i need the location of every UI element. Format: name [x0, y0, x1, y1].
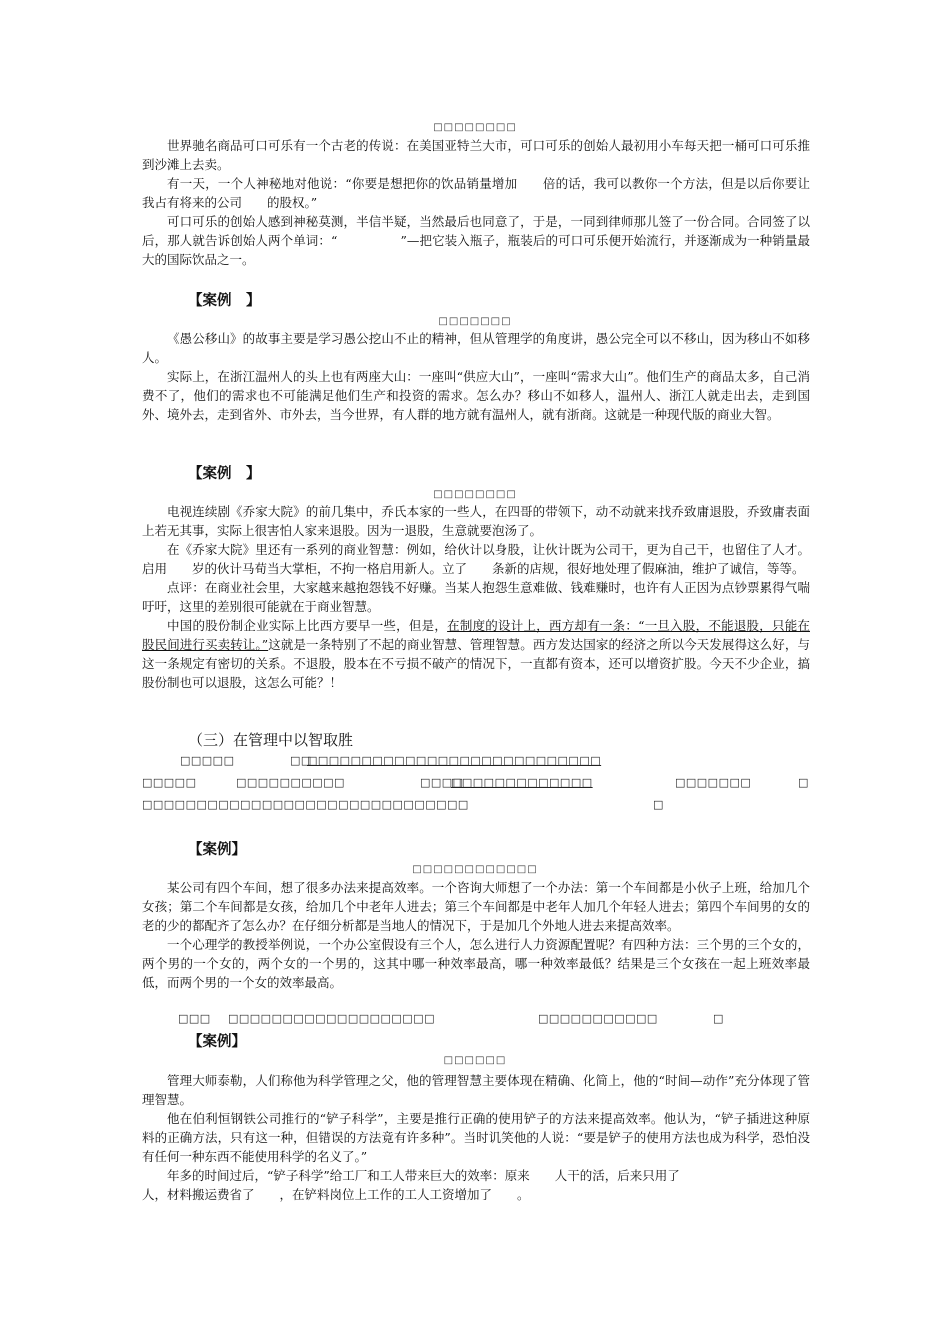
- case4-extra-2: □□□□□□□□□□□□□□□□□□□: [228, 1012, 435, 1025]
- case2-heading: 【案例 】: [188, 293, 261, 309]
- section3-line2-part1: □□□□□: [142, 776, 197, 789]
- case5-paragraph-3b: 人，材料搬运费省了 ，在铲料岗位上工作的工人工资增加了 。: [142, 1187, 530, 1202]
- section3-line2-part5: □□□□□□□: [675, 776, 752, 789]
- section3-line1-part2: □□: [290, 754, 312, 767]
- case4-paragraph-1: 某公司有四个车间，想了很多办法来提高效率。一个咨询大师想了一个办法：第一个车间都是小伙子上班，给加几个女孩；第二个车间都是女孩，给加几个中老年人进去；第三个车间都是中老年人加几个年轻人进去；第四个车间男的女的老的少的都配齐了怎么办？在仔细分析都是当地人的情况下，于是加几个外地人进去来提高效率。: [142, 880, 810, 933]
- case5-paragraph-3a: 年多的时间过后，“铲子科学”给工厂和工人带来巨大的效率：原来 人干的活，后来只用了: [167, 1168, 680, 1183]
- section-3-title: （三）在管理中以智取胜: [188, 731, 354, 749]
- section3-line2-part2: □□□□□□□□□□: [236, 776, 345, 789]
- case2-body: [142, 329, 810, 424]
- case1-paragraph-1: 世界驰名商品可口可乐有一个古老的传说：在美国亚特兰大市，可口可乐的创始人最初用小车每天把一桶可口可乐推到沙滩上去卖。: [142, 138, 810, 172]
- case3-underlined-quote: 在制度的设计上，西方却有一条：“一旦入股，不能退股，只能在股民间进行买卖转让。”: [142, 618, 810, 652]
- case5-body: [142, 1071, 810, 1204]
- case3-paragraph-2: 在《乔家大院》里还有一系列的商业智慧：例如，给伙计以身股，让伙计既为公司干，更为自己干，也留住了人才。启用 岁的伙计马荀当大掌柜，不拘一格启用新人。立了 条新的店规，很好地处理了假麻油，维护了诚信，等等。: [142, 542, 810, 576]
- section3-line2-part3: □□□□: [420, 776, 464, 789]
- section3-line1-part1: □□□□□: [180, 754, 235, 767]
- case4-subtitle: □□□□□□□□□□□□: [412, 864, 538, 875]
- case1-body: [142, 136, 810, 269]
- case2-subtitle: □□□□□□□: [438, 316, 512, 327]
- case4-paragraph-2: 一个心理学的教授举例说，一个办公室假设有三个人，怎么进行人力资源配置呢？有四种方法：三个男的三个女的，两个男的一个女的，两个女的一个男的，这其中哪一种效率最高，哪一种效率最低？结果是三个女孩在一起上班效率最低，而两个男的一个女的效率最高。: [142, 937, 810, 990]
- case4-body: [142, 878, 810, 992]
- section3-line3-part2: □: [653, 798, 664, 811]
- case3-body: [142, 502, 810, 692]
- case5-paragraph-2: 他在伯利恒钢铁公司推行的“铲子科学”，主要是推行正确的使用铲子的方法来提高效率。他认为，“铲子插进这种原料的正确方法，只有这一种，但错误的方法竟有许多种”。当时讥笑他的人说：“要是铲子的使用方法也成为科学，恐怕没有任何一种东西不能使用科学的名义了。”: [142, 1111, 810, 1164]
- case1-paragraph-3: 可口可乐的创始人感到神秘莫测，半信半疑，当然最后也同意了，于是，一同到律师那儿签了一份合同。合同签了以后，那人就告诉创始人两个单词：“ ”—把它装入瓶子，瓶装后的可口可乐便开始流行，并逐渐成为一种销量最大的国际饮品之一。: [142, 214, 810, 267]
- case2-paragraph-2: 实际上，在浙江温州人的头上也有两座大山：一座叫“供应大山”，一座叫“需求大山”。他们生产的商品太多，自己消费不了，他们的需求也不可能满足他们生产和投资的需求。怎么办？移山不如移人，温州人、浙江人就走出去，走到国外、境外去，走到省外、市外去，当今世界，有人群的地方就有温州人，就有浙商。这就是一种现代版的商业大智。: [142, 369, 810, 422]
- case5-heading: 【案例】: [188, 1034, 246, 1050]
- case5-subtitle: □□□□□□: [443, 1055, 507, 1066]
- case1-subtitle: □□□□□□□□: [433, 122, 517, 133]
- case4-heading: 【案例】: [188, 842, 246, 858]
- case4-extra-4: □: [713, 1012, 724, 1025]
- case3-heading: 【案例 】: [188, 466, 261, 482]
- case4-extra-1: □□□: [178, 1012, 211, 1025]
- section3-line2-part6: □: [798, 776, 809, 789]
- section3-line1-part3: □□□□□□□□□□□□□□□□□□□□□□□□□□□: [307, 754, 602, 767]
- case3-paragraph-1: 电视连续剧《乔家大院》的前几集中，乔氏本家的一些人，在四哥的带领下，动不动就来找乔致庸退股，乔致庸表面上若无其事，实际上很害怕人家来退股。因为一退股，生意就要泡汤了。: [142, 504, 810, 538]
- case3-paragraph-4-start: 中国的股份制企业实际上比西方要早一些，但是，: [167, 618, 448, 633]
- section3-line3-part1: □□□□□□□□□□□□□□□□□□□□□□□□□□□□□□: [142, 798, 469, 811]
- section3-line2-part4: □□□□□□□□□□□□□: [451, 776, 593, 789]
- case4-extra-3: □□□□□□□□□□□: [538, 1012, 658, 1025]
- case3-paragraph-3: 点评：在商业社会里，大家越来越抱怨钱不好赚。当某人抱怨生意难做、钱难赚时，也许有人正因为点钞票累得气喘吁吁，这里的差别很可能就在于商业智慧。: [142, 580, 810, 614]
- case5-paragraph-1: 管理大师泰勒，人们称他为科学管理之父，他的管理智慧主要体现在精确、化简上，他的“时间—动作”充分体现了管理智慧。: [142, 1073, 810, 1107]
- case2-paragraph-1: 《愚公移山》的故事主要是学习愚公挖山不止的精神，但从管理学的角度讲，愚公完全可以不移山，因为移山不如移人。: [142, 331, 810, 365]
- case1-paragraph-2: 有一天，一个人神秘地对他说：“你要是想把你的饮品销量增加 倍的话，我可以教你一个方法，但是以后你要让我占有将来的公司 的股权。”: [142, 176, 810, 210]
- case3-paragraph-4-end: 这就是一条特别了不起的商业智慧、管理智慧。西方发达国家的经济之所以今天发展得这么好，与这一条规定有密切的关系。不退股，股本在不亏损不破产的情况下，一直都有资本，还可以增资扩股。今天不少企业，搞股份制也可以退股，这怎么可能？！: [142, 637, 810, 690]
- case3-paragraph-4: [142, 616, 810, 692]
- case3-subtitle: □□□□□□□□: [433, 489, 517, 500]
